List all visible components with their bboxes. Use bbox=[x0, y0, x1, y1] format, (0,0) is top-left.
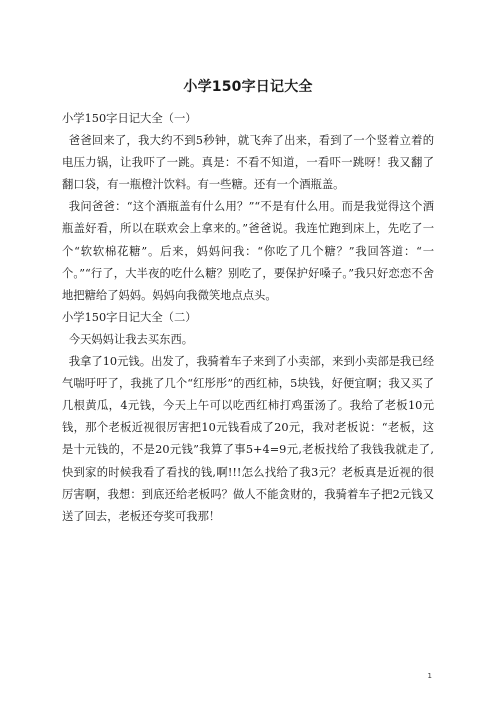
paragraph: 爸爸回来了，我大约不到5秒钟，就飞奔了出来，看到了一个竖着立着的电压力锅，让我吓了一跳。真是：不看不知道，一看吓一跳呀！我又翻了翻口袋，有一瓶橙汁饮料。有一些糖。还有一个酒瓶盖。 bbox=[62, 134, 434, 192]
paragraph: 我问爸爸：“这个酒瓶盖有什么用？”“不是有什么用。而是我觉得这个酒瓶盖好看，所以在联欢会上拿来的。”爸爸说。我连忙跑到床上，先吃了一个“软软棉花糖”。后来，妈妈问我：“你吃了几个糖？”我回答道：“一个。”“行了，大半夜的吃什么糖？别吃了，要保护好嗓子。”我只好恋恋不舍地把糖给了妈妈。妈妈向我微笑地点点头。 bbox=[62, 200, 434, 302]
page-number: 1 bbox=[427, 672, 432, 680]
document-body bbox=[62, 108, 434, 528]
document-title: 小学150字日记大全 bbox=[183, 79, 313, 95]
section-heading-1: 小学150字日记大全（一） bbox=[62, 112, 197, 125]
paragraph: 我拿了10元钱。出发了，我骑着车子来到了小卖部，来到小卖部是我已经气喘吁吁了，我挑了几个“红彤彤”的西红柿，5块钱，好便宜啊；我又买了几根黄瓜，4元钱，今天上午可以吃西红柿打鸡蛋汤了。我给了老板10元钱，那个老板近视很厉害把10元钱看成了20元，我对老板说：“老板，这是十元钱的，不是20元钱”我算了事5+4=9元,老板找给了我钱我就走了,快到家的时候我看了看找的钱,啊!!!怎么找给了我3元？老板真是近视的很厉害啊，我想：到底还给老板吗？做人不能贪财的，我骑着车子把2元钱又送了回去，老板还夸奖可我那！ bbox=[62, 355, 434, 523]
section-heading-2: 小学150字日记大全（二） bbox=[62, 310, 197, 324]
paragraph: 今天妈妈让我去买东西。 bbox=[68, 332, 194, 346]
